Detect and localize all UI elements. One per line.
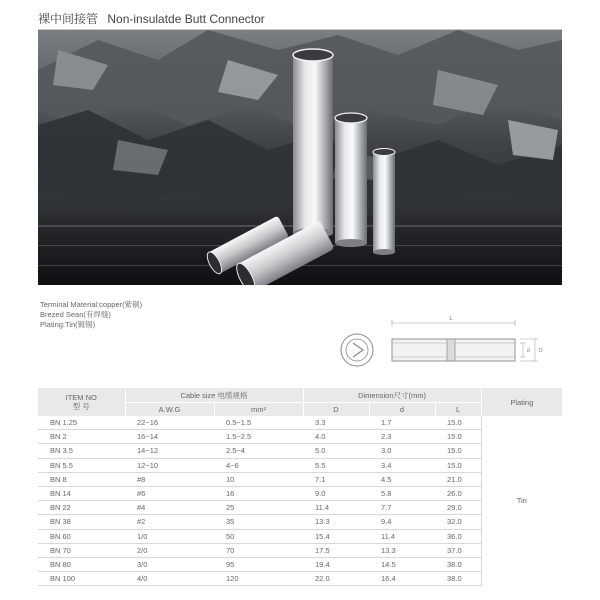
product-photo [38,30,562,285]
table-body [38,416,562,586]
plating-note: Plating:Tin(镀锡) [40,320,96,329]
length-cell: 36.0 [435,529,481,543]
length-cell: 29.0 [435,501,481,515]
length-cell: 15.0 [435,416,481,430]
mm2-cell: 0.5~1.5 [214,416,303,430]
product-photo-illustration [38,30,562,285]
item-no-cell: BN 14 [38,486,125,500]
awg-cell: 4/0 [125,572,214,586]
title-chinese: 裸中间接管 [38,12,99,26]
inner-diameter-cell: 11.4 [369,529,435,543]
butt-connector-tall [293,49,333,238]
item-no-cell: BN 3.5 [38,444,125,458]
length-header: L [435,403,481,417]
end-view-drawing [341,334,373,366]
item-no-cell: BN 60 [38,529,125,543]
outer-diameter-cell: 5.0 [303,444,369,458]
mm2-cell: 25 [214,501,303,515]
mm2-cell: 16 [214,486,303,500]
mm2-cell: 95 [214,557,303,571]
awg-cell: 16~14 [125,430,214,444]
mm2-cell: 50 [214,529,303,543]
awg-cell: 22~16 [125,416,214,430]
dimension-label-d: d [527,348,530,354]
length-cell: 15.0 [435,430,481,444]
mm2-cell: 2.5~4 [214,444,303,458]
awg-cell: #2 [125,515,214,529]
length-cell: 32.0 [435,515,481,529]
length-cell: 26.0 [435,486,481,500]
mm2-cell: 35 [214,515,303,529]
table-row [38,416,562,430]
outer-diameter-cell: 7.1 [303,472,369,486]
length-cell: 38.0 [435,572,481,586]
item-no-cell: BN 38 [38,515,125,529]
dimension-label-D: D [539,348,543,354]
specification-table [38,388,562,586]
awg-cell: 1/0 [125,529,214,543]
inner-diameter-cell: 16.4 [369,572,435,586]
technical-drawings [330,312,560,382]
outer-diameter-cell: 3.3 [303,416,369,430]
mm2-cell: 120 [214,572,303,586]
outer-diameter-header: D [303,403,369,417]
item-no-cell: BN 2 [38,430,125,444]
item-no-cell: BN 80 [38,557,125,571]
item-no-cell: BN 1.25 [38,416,125,430]
length-cell: 15.0 [435,444,481,458]
outer-diameter-cell: 5.5 [303,458,369,472]
outer-diameter-cell: 19.4 [303,557,369,571]
outer-diameter-cell: 11.4 [303,501,369,515]
brazed-seam-note: Brezed Sean(有焊缝) [40,310,111,319]
awg-cell: 12~10 [125,458,214,472]
connector-drawing [330,312,560,382]
plating-header: Plating [481,388,562,416]
page-title [38,10,265,27]
inner-diameter-cell: 9.4 [369,515,435,529]
outer-diameter-cell: 13.3 [303,515,369,529]
butt-connector-medium [335,113,367,247]
awg-cell: #4 [125,501,214,515]
outer-diameter-cell: 15.4 [303,529,369,543]
mm2-cell: 4~6 [214,458,303,472]
length-cell: 38.0 [435,557,481,571]
item-no-cell: BN 8 [38,472,125,486]
page-header [38,4,562,30]
awg-cell: #8 [125,472,214,486]
inner-diameter-cell: 4.5 [369,472,435,486]
terminal-material-note: Terminal Material:copper(紫铜) [40,300,143,309]
material-notes [40,300,142,330]
length-cell: 37.0 [435,543,481,557]
inner-diameter-cell: 1.7 [369,416,435,430]
mm2-cell: 70 [214,543,303,557]
awg-cell: 14~12 [125,444,214,458]
cable-size-header: Cable size 电缆规格 [125,388,303,403]
inner-diameter-cell: 14.5 [369,557,435,571]
outer-diameter-cell: 4.0 [303,430,369,444]
item-no-cell: BN 100 [38,572,125,586]
inner-diameter-header: d [369,403,435,417]
awg-cell: 3/0 [125,557,214,571]
inner-diameter-cell: 2.3 [369,430,435,444]
inner-diameter-cell: 7.7 [369,501,435,515]
item-no-cell: BN 5.5 [38,458,125,472]
outer-diameter-cell: 9.0 [303,486,369,500]
awg-cell: #6 [125,486,214,500]
item-no-cell: BN 70 [38,543,125,557]
dimension-header: Dimension尺寸(mm) [303,388,481,403]
inner-diameter-cell: 3.0 [369,444,435,458]
length-cell: 21.0 [435,472,481,486]
inner-diameter-cell: 13.3 [369,543,435,557]
length-cell: 15.0 [435,458,481,472]
side-view-drawing [392,316,543,361]
mm2-cell: 10 [214,472,303,486]
awg-cell: 2/0 [125,543,214,557]
item-no-cell: BN 22 [38,501,125,515]
inner-diameter-cell: 3.4 [369,458,435,472]
butt-connector-small [373,149,395,256]
plating-cell: Tin [481,416,562,586]
mm2-header: mm² [214,403,303,417]
awg-header: A.W.G [125,403,214,417]
inner-diameter-cell: 5.8 [369,486,435,500]
dimension-label-L: L [449,316,453,322]
item-no-header: ITEM NO 型 号 [38,388,125,416]
outer-diameter-cell: 17.5 [303,543,369,557]
title-english: Non-insulatde Butt Connector [107,12,265,26]
outer-diameter-cell: 22.0 [303,572,369,586]
table-header-row [38,388,562,403]
mm2-cell: 1.5~2.5 [214,430,303,444]
